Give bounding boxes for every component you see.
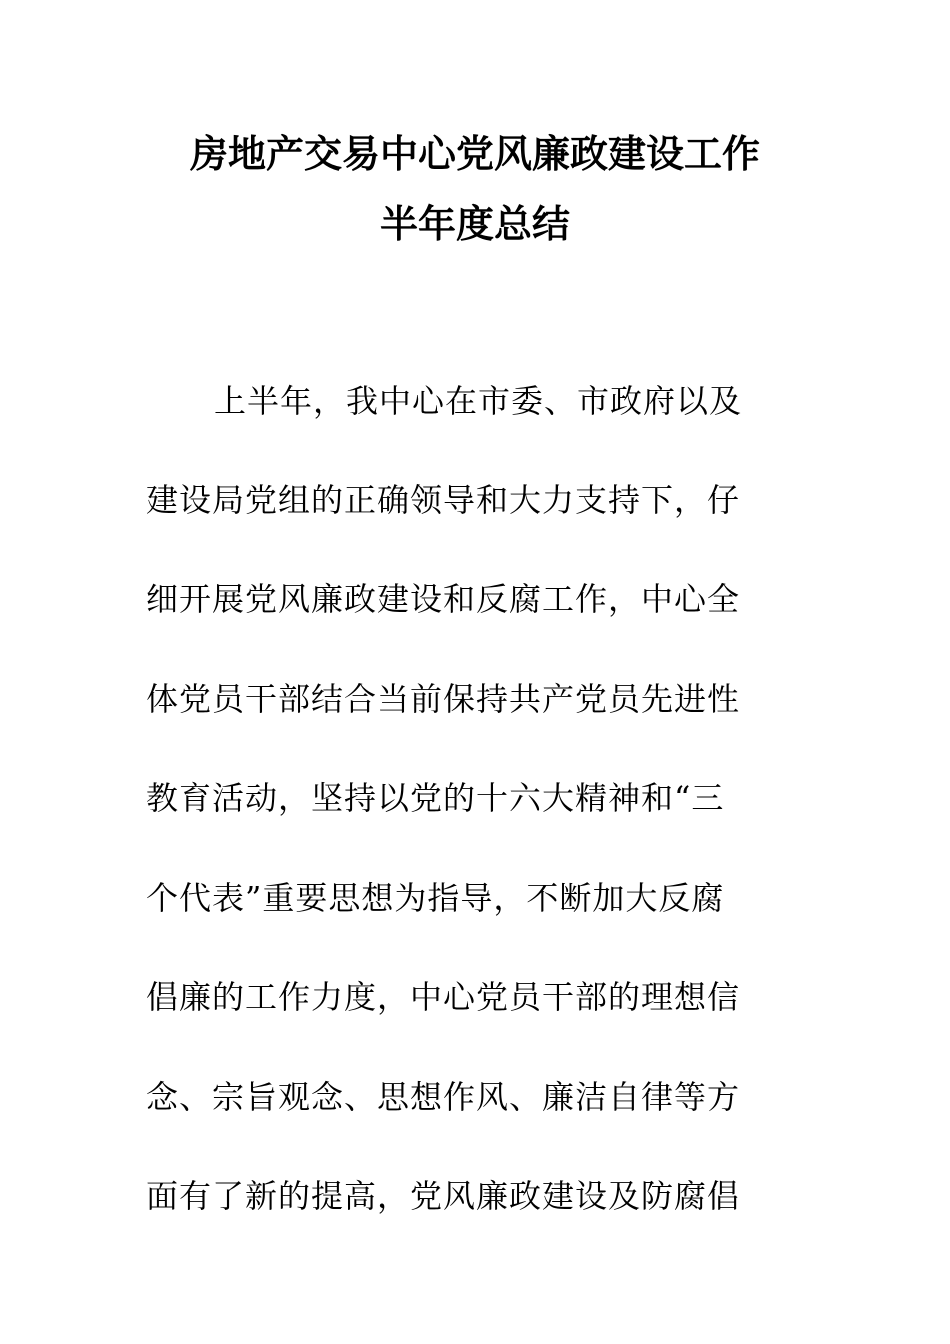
body-text-line: 上半年，我中心在市委、市政府以及 bbox=[214, 382, 743, 420]
body-text-line: 个代表”重要思想为指导，不断加大反腐 bbox=[146, 879, 725, 917]
document-title-line-1: 房地产交易中心党风廉政建设工作 bbox=[189, 132, 760, 176]
body-text-line: 体党员干部结合当前保持共产党员先进性 bbox=[146, 680, 741, 718]
body-text-line: 细开展党风廉政建设和反腐工作，中心全 bbox=[146, 580, 741, 618]
document-title-line-2: 半年度总结 bbox=[379, 202, 570, 246]
body-text-line: 教育活动，坚持以党的十六大精神和“三 bbox=[146, 779, 725, 817]
body-text-line: 面有了新的提高，党风廉政建设及防腐倡 bbox=[146, 1177, 741, 1215]
body-text-line: 念、宗旨观念、思想作风、廉洁自律等方 bbox=[146, 1078, 741, 1116]
body-text-line: 倡廉的工作力度，中心党员干部的理想信 bbox=[146, 978, 741, 1016]
body-text-line: 建设局党组的正确领导和大力支持下，仔 bbox=[146, 481, 741, 519]
